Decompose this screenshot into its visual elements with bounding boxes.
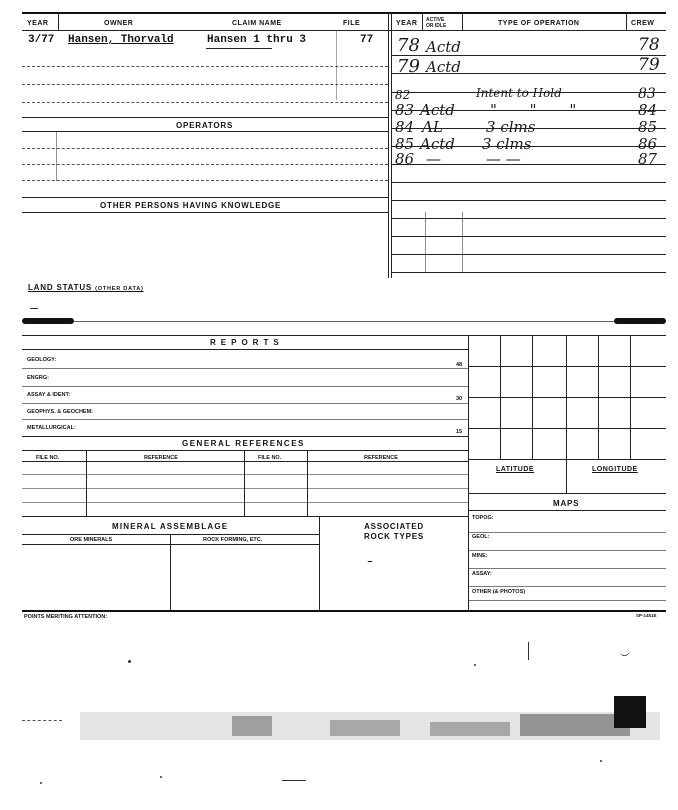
report-engrg: ENGRG: [27,375,49,381]
general-references-title: GENERAL REFERENCES [182,439,305,448]
scan-speck [474,664,476,666]
activity-op-5: 3 clms [486,118,536,136]
report-metallurgical-num: 15 [456,429,463,435]
report-assay-num: 30 [456,396,463,402]
claim-file: 77 [360,34,374,46]
scan-noise-block [330,720,400,736]
scan-speck [160,776,162,778]
ref-header-reference: REFERENCE [144,455,178,461]
scan-line [22,720,62,722]
form-number: SP-1451E [636,613,657,618]
other-persons-title: OTHER PERSONS HAVING KNOWLEDGE [100,201,282,210]
maps-other: OTHER (& PHOTOS) [472,589,526,595]
activity-crew-3: 83 [638,86,656,102]
activity-op-6: 3 clms [482,135,532,153]
activity-year-6: 85 [395,135,415,153]
scan-noise-block [232,716,272,736]
claim-year: 3/77 [28,34,55,46]
scan-speck [40,782,42,784]
activity-crew-1: 78 [638,35,660,55]
land-status-title: LAND STATUS (OTHER DATA) [28,283,144,292]
maps-mine: MINE: [472,553,488,559]
report-geophys: GEOPHYS. & GEOCHEM: [27,409,94,415]
scan-mark [528,642,529,660]
activity-crew-7: 87 [638,150,658,168]
claim-owner: Hansen, Thorvald [68,34,174,46]
activity-op-3: Intent to Hold [476,86,562,100]
scan-speck [128,660,131,663]
activity-status-6: Actd [420,135,455,153]
activity-status-5: AL [422,118,443,136]
header-type-of-operation: TYPE OF OPERATION [498,20,580,27]
header-active-idle: ACTIVE OR IDLE [426,17,447,29]
scan-line [282,780,306,781]
maps-topog: TOPOG: [472,515,494,521]
report-metallurgical: METALLURGICAL: [27,425,76,431]
maps-title: MAPS [553,499,580,508]
activity-year-3: 82 [395,88,411,102]
scan-black-square [614,696,646,728]
header-year-2: YEAR [396,20,418,27]
mineral-assemblage-title: MINERAL ASSEMBLAGE [112,522,229,531]
activity-year-4: 83 [395,101,415,119]
header-claim-name: CLAIM NAME [232,20,282,27]
maps-geol: GEOL: [472,534,490,540]
header-year: YEAR [27,20,49,27]
associated-rock-types-title: ASSOCIATED ROCK TYPES [363,522,424,541]
activity-crew-5: 85 [638,118,658,136]
activity-crew-2: 79 [638,55,660,75]
claim-name: Hansen 1 thru 3 [207,34,307,46]
ore-minerals-header: ORE MINERALS [70,537,113,543]
header-owner: OWNER [104,20,134,27]
activity-crew-6: 86 [638,135,658,153]
activity-status-7: — [426,150,441,168]
scan-bar-right [614,318,666,324]
activity-status-2: Actd [426,58,461,76]
activity-op-7: — — [486,150,521,168]
activity-year-5: 84 [395,118,415,136]
scan-speck [600,760,602,762]
points-meriting-attention: POINTS MERITING ATTENTION: [24,614,108,620]
header-file: FILE [343,20,361,27]
activity-year-2: 79 [397,56,420,77]
rock-types-value: – [367,557,374,568]
report-geology-num: 48 [456,362,463,368]
ref-header-file-no: FILE NO. [36,455,60,461]
operators-title: OPERATORS [176,121,234,130]
rock-forming-header: ROCK FORMING, ETC. [203,537,263,543]
activity-year-1: 78 [397,35,420,56]
scan-noise-block [430,722,510,736]
activity-op-4: " " " [490,101,591,119]
report-geology: GEOLOGY: [27,357,57,363]
ref-header-file-no-2: FILE NO. [258,455,282,461]
activity-crew-4: 84 [638,101,658,119]
ref-header-reference-2: REFERENCE [364,455,398,461]
activity-status-1: Actd [426,38,461,56]
header-crew: CREW [631,20,655,27]
activity-year-7: 86 [395,150,415,168]
scan-bar-left [22,318,74,324]
scan-mark [619,649,630,657]
maps-assay: ASSAY: [472,571,492,577]
longitude-label: LONGITUDE [592,466,638,473]
activity-status-4: Actd [420,101,455,119]
latitude-label: LATITUDE [496,466,535,473]
report-assay: ASSAY & IDENT: [27,392,71,398]
reports-title: REPORTS [210,338,284,347]
